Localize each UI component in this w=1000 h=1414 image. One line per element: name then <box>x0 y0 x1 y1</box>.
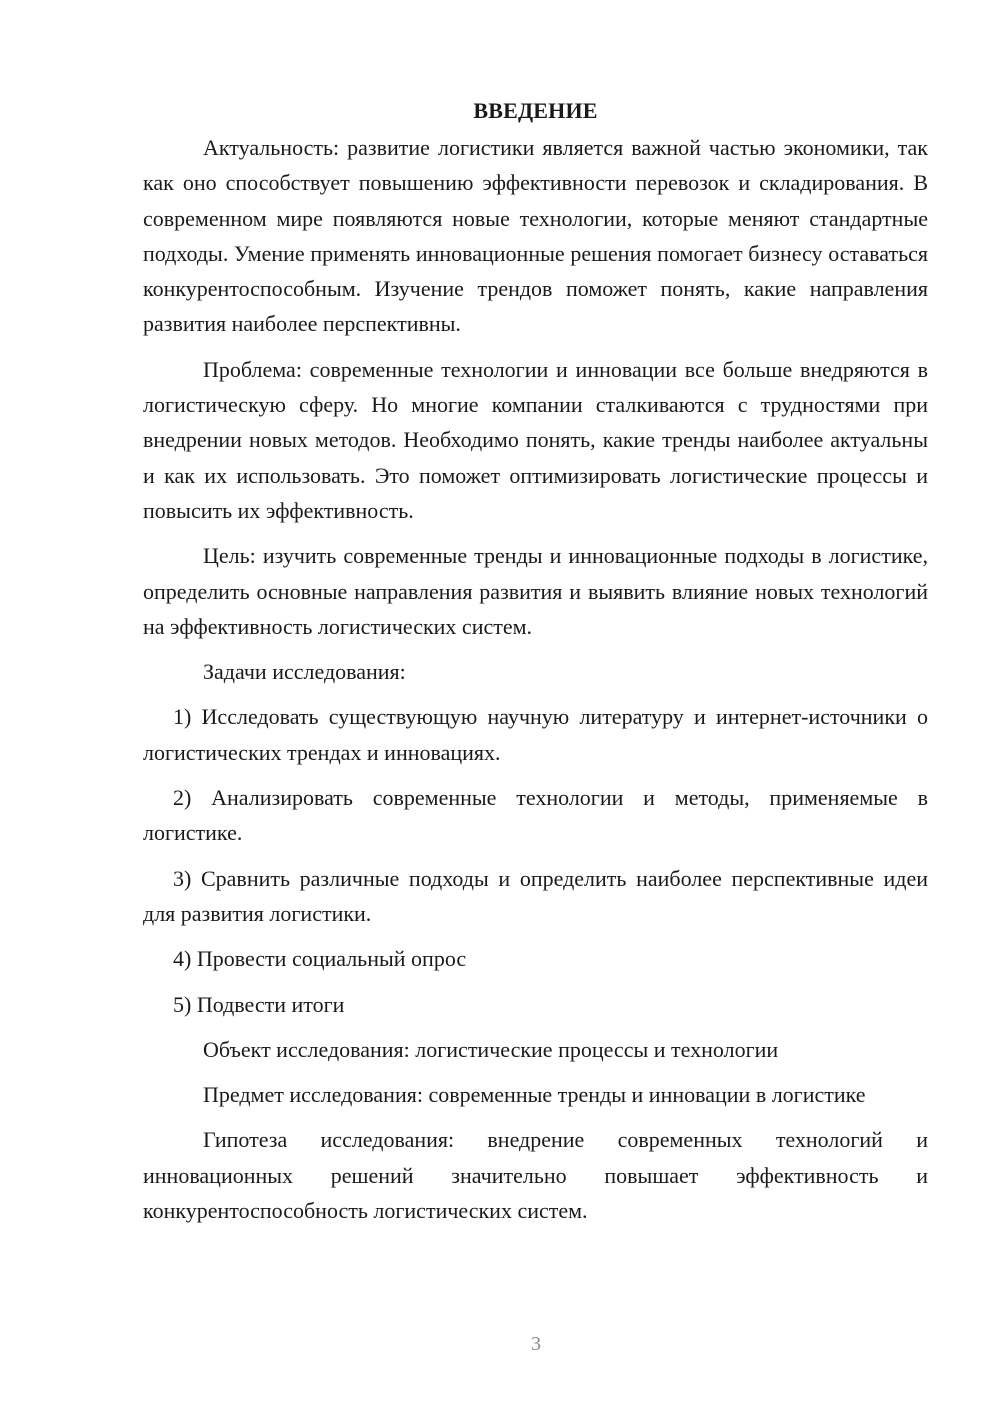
paragraph-tasks-heading: Задачи исследования: <box>203 659 406 685</box>
paragraph-hypothesis: Гипотеза исследования: внедрение современных технологий и инновационных решений значительно повышает эффективность и конкурентоспособность логистических систем. <box>143 1127 928 1224</box>
task-item-4: 4) Провести социальный опрос <box>173 946 467 972</box>
task-item-3: 3) Сравнить различные подходы и определить наиболее перспективные идеи для развития логистики. <box>143 865 928 926</box>
task-item-5: 5) Подвести итоги <box>173 991 345 1017</box>
page-number: 3 <box>531 1333 541 1355</box>
paragraph-relevance: Актуальность: развитие логистики является важной частью экономики, так как оно способствует повышению эффективности перевозок и складирования. В современном мире появляются новые технологии, которые меняют стандартные подходы. Умение применять инновационные решения помогает бизнесу оставаться конкурентоспособным. Изучение трендов поможет понять, какие направления развития наиболее перспективны. <box>143 135 928 337</box>
paragraph-problem: Проблема: современные технологии и инновации все больше внедряются в логистическую сферу. Но многие компании сталкиваются с трудностями при внедрении новых методов. Необходимо понять, какие тренды наиболее актуальны и как их использовать. Это поможет оптимизировать логистические процессы и повысить их эффективность. <box>143 356 928 523</box>
paragraph-subject: Предмет исследования: современные тренды и инновации в логистике <box>203 1082 866 1108</box>
section-title: ВВЕДЕНИЕ <box>473 98 598 123</box>
task-item-2: 2) Анализировать современные технологии и методы, применяемые в логистике. <box>143 785 928 846</box>
task-item-1: 1) Исследовать существующую научную литературу и интернет-источники о логистических трендах и инновациях. <box>143 704 928 765</box>
paragraph-object: Объект исследования: логистические процессы и технологии <box>203 1036 779 1062</box>
paragraph-goal: Цель: изучить современные тренды и инновационные подходы в логистике, определить основные направления развития и выявить влияние новых технологий на эффективность логистических систем. <box>143 543 928 639</box>
document-body <box>143 93 928 1238</box>
